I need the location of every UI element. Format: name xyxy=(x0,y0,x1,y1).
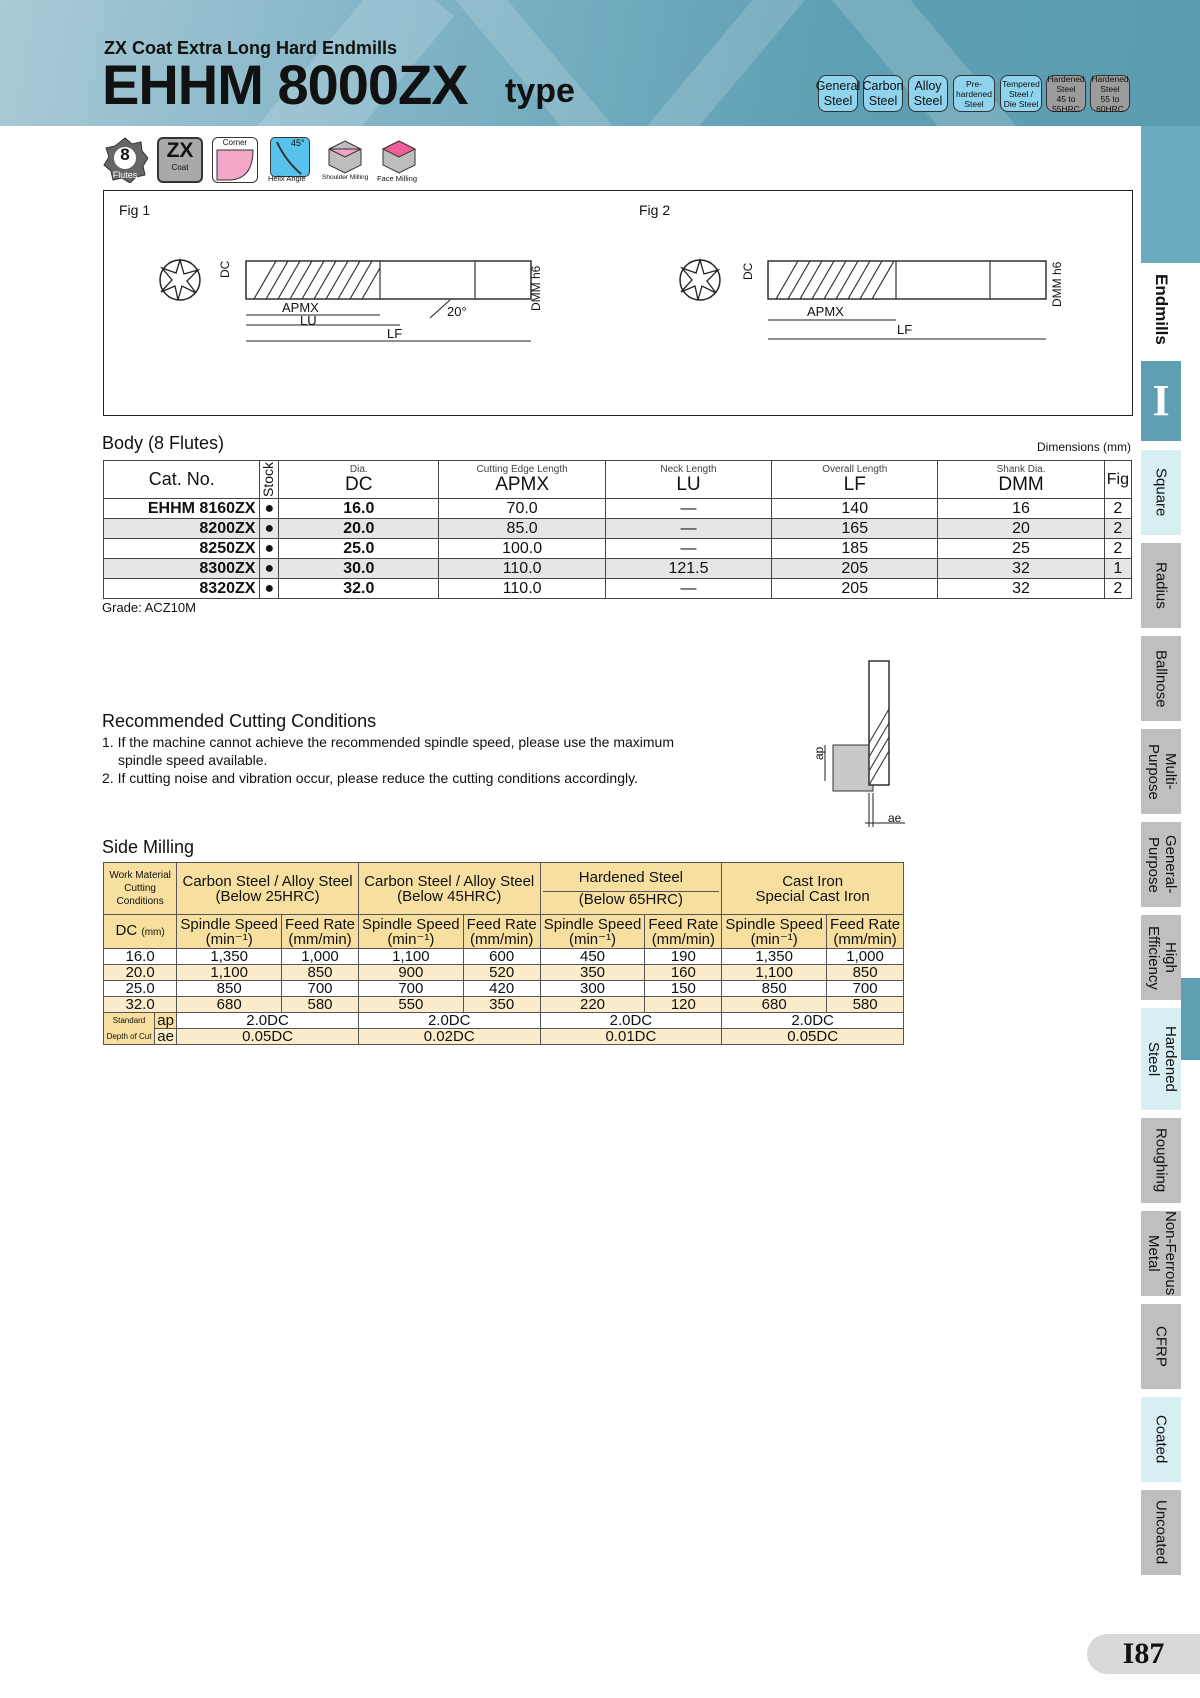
corner-header: Work Material Cutting Conditions xyxy=(104,863,177,915)
fig2-dc: DC xyxy=(741,262,755,280)
sidebar-active-marker xyxy=(1181,978,1200,1060)
sidebar-tab-radius[interactable]: Radius xyxy=(1141,543,1181,628)
fig2-end-view-icon xyxy=(680,260,720,300)
fig1-end-view-icon xyxy=(160,260,200,300)
shoulder-milling-icon xyxy=(325,137,365,175)
col-lf: Overall Length LF xyxy=(772,461,938,499)
fig2-drawing xyxy=(670,240,1070,350)
material-badge-alloy-steel: Alloy Steel xyxy=(908,75,948,112)
material-col-carbon-45: Carbon Steel / Alloy Steel (Below 45HRC) xyxy=(358,863,540,915)
table-row: 8250ZX ● 25.0 100.0 — 185 25 2 xyxy=(104,539,1132,559)
fig1-apmx: APMX xyxy=(282,300,319,315)
grade-note: Grade: ACZ10M xyxy=(102,600,196,615)
face-milling-label: Face Milling xyxy=(377,174,418,183)
table-row-ap: Standard Depth of Cut ap 2.0DC 2.0DC 2.0DC 2.0DC xyxy=(104,1013,904,1029)
table-row: 25.0 850 700 700 420 300 150 850 700 xyxy=(104,981,904,997)
flutes-label: Flutes xyxy=(112,170,138,180)
fig1-label: Fig 1 xyxy=(119,202,151,218)
recommended-note-1-cont: spindle speed available. xyxy=(118,752,268,768)
sidebar-tab-roughing[interactable]: Roughing xyxy=(1141,1118,1181,1203)
sidebar-tab-ballnose[interactable]: Ballnose xyxy=(1141,636,1181,721)
material-badge-general-steel: General Steel xyxy=(818,75,858,112)
flutes-number: 8 xyxy=(120,145,130,164)
material-badge-tempered-steel: Tempered Steel / Die Steel xyxy=(1000,75,1042,112)
material-badge-prehardened-steel: Pre-hardened Steel xyxy=(953,75,995,112)
col-cat-no: Cat. No. xyxy=(104,461,260,499)
col-stock: Stock xyxy=(260,461,279,499)
corner-icon: Corner xyxy=(212,137,258,183)
material-badge-hardened-steel-55-60: Hardened Steel 55 to 60HRC xyxy=(1091,73,1129,114)
recommended-title: Recommended Cutting Conditions xyxy=(102,711,377,731)
body-title: Body (8 Flutes) xyxy=(102,433,225,453)
body-table-header xyxy=(104,461,1132,499)
ae-label: ae xyxy=(888,811,902,825)
table-row: 20.0 1,100 850 900 520 350 160 1,100 850 xyxy=(104,965,904,981)
table-row-ae: ae 0.05DC 0.02DC 0.01DC 0.05DC xyxy=(104,1029,904,1045)
cutting-depth-diagram xyxy=(805,655,915,835)
page-number: I87 xyxy=(1087,1634,1200,1674)
material-badge-carbon-steel: Carbon Steel xyxy=(863,75,903,112)
fig1-angle: 20° xyxy=(447,304,467,319)
col-dc: Dia. DC xyxy=(279,461,439,499)
sidebar-section-letter: I xyxy=(1141,361,1181,441)
sidebar-tab-uncoated[interactable]: Uncoated xyxy=(1141,1490,1181,1575)
table-row: 32.0 680 580 550 350 220 120 680 580 xyxy=(104,997,904,1013)
material-badge-hardened-steel-45-55: Hardened Steel 45 to 55HRC xyxy=(1047,73,1085,114)
fig2-lf: LF xyxy=(897,322,913,337)
col-dmm: Shank Dia. DMM xyxy=(938,461,1104,499)
sidebar-tab-hardened-steel[interactable]: Hardened Steel xyxy=(1141,1008,1181,1110)
table-row: 8200ZX ● 20.0 85.0 — 165 20 2 xyxy=(104,519,1132,539)
sidebar-section-endmills: Endmills xyxy=(1152,274,1171,345)
fig2-label: Fig 2 xyxy=(639,202,671,218)
helix-angle-icon: 45° xyxy=(270,137,310,177)
table-row: EHHM 8160ZX ● 16.0 70.0 — 140 16 2 xyxy=(104,499,1132,519)
material-col-carbon-25: Carbon Steel / Alloy Steel (Below 25HRC) xyxy=(177,863,359,915)
table-row: 8320ZX ● 32.0 110.0 — 205 32 2 xyxy=(104,579,1132,599)
col-fig: Fig xyxy=(1104,461,1131,499)
sidebar-top-band xyxy=(1141,126,1200,263)
fig1-lu: LU xyxy=(300,313,317,328)
flutes-icon xyxy=(102,137,148,183)
sidebar-tab-high-efficiency[interactable]: High Efficiency xyxy=(1141,915,1181,1000)
body-table xyxy=(103,460,1132,599)
fig1-dmm: DMM h6 xyxy=(529,265,543,311)
fig2-dmm: DMM h6 xyxy=(1050,261,1064,307)
side-milling-header-materials xyxy=(104,863,904,915)
fig2-apmx: APMX xyxy=(807,304,844,319)
side-milling-table xyxy=(103,862,904,1045)
sidebar-tab-non-ferrous-metal[interactable]: Non-Ferrous Metal xyxy=(1141,1211,1181,1296)
table-row: 16.0 1,350 1,000 1,100 600 450 190 1,350 1,000 xyxy=(104,949,904,965)
recommended-note-1: 1. If the machine cannot achieve the recommended spindle speed, please use the maximum xyxy=(102,734,674,750)
dc-header: DC (mm) xyxy=(104,915,177,949)
fig1-lf: LF xyxy=(387,326,403,341)
zx-coat-icon: ZX Coat xyxy=(157,137,203,183)
side-milling-header-params: DC (mm) Spindle Speed (min⁻¹) Feed Rate (mm/min) Spindle Speed (min⁻¹) Feed Rate (mm/min) Spindle Speed (min⁻¹) Feed Rate (mm/min) Spindle Speed (min⁻¹) Feed Rate (mm/min) xyxy=(104,915,904,949)
dimensions-note: Dimensions (mm) xyxy=(1037,440,1132,454)
ap-label: ap xyxy=(812,746,826,760)
material-col-cast-iron: Cast Iron Special Cast Iron xyxy=(722,863,904,915)
sidebar-tab-coated[interactable]: Coated xyxy=(1141,1397,1181,1482)
fig1-drawing xyxy=(150,240,550,350)
page-subtitle: ZX Coat Extra Long Hard Endmills xyxy=(104,38,398,58)
col-apmx: Cutting Edge Length APMX xyxy=(439,461,605,499)
shoulder-milling-label: Shoulder Milling xyxy=(322,174,369,181)
page-title-suffix: type xyxy=(505,72,575,110)
side-milling-title: Side Milling xyxy=(102,837,195,857)
sidebar-tab-multi-purpose[interactable]: Multi-Purpose xyxy=(1141,729,1181,814)
fig1-dc: DC xyxy=(218,260,232,278)
face-milling-icon xyxy=(379,137,419,175)
standard-depth-label: Standard Depth of Cut xyxy=(104,1013,155,1045)
col-lu: Neck Length LU xyxy=(605,461,771,499)
sidebar-tab-square[interactable]: Square xyxy=(1141,450,1181,535)
page-title: EHHM 8000ZX xyxy=(102,53,468,116)
helix-angle-label: Helix Angle xyxy=(268,174,306,183)
table-row: 8300ZX ● 30.0 110.0 121.5 205 32 1 xyxy=(104,559,1132,579)
sidebar-tab-general-purpose[interactable]: General-Purpose xyxy=(1141,822,1181,907)
recommended-note-2: 2. If cutting noise and vibration occur, please reduce the cutting conditions accordingly. xyxy=(102,770,638,786)
material-col-hardened: Hardened Steel (Below 65HRC) xyxy=(540,863,722,915)
sidebar-tab-cfrp[interactable]: CFRP xyxy=(1141,1304,1181,1389)
